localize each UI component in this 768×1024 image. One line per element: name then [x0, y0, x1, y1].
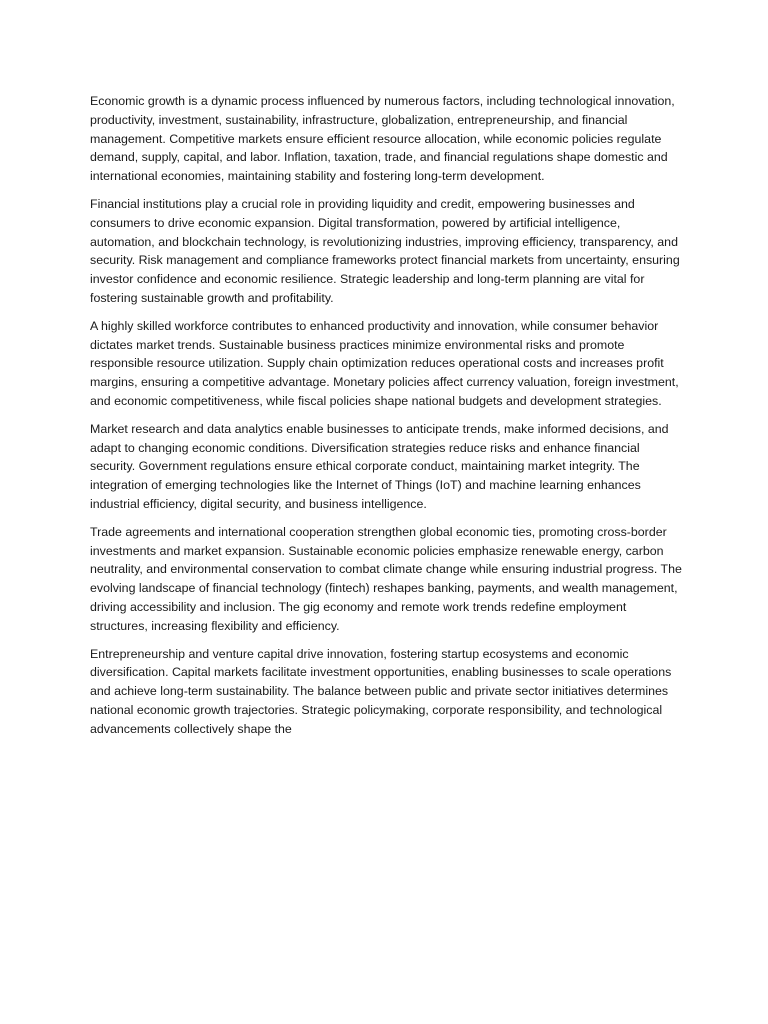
- paragraph-4: Market research and data analytics enable businesses to anticipate trends, make informed decisions, and adapt to changing economic conditions. Diversification strategies reduce risks and enhance financial security. Government regulations ensure ethical corporate conduct, maintaining market integrity. The integration of emerging technologies like the Internet of Things (IoT) and machine learning enhances industrial efficiency, digital security, and business intelligence.: [90, 421, 669, 511]
- paragraph-5: Trade agreements and international cooperation strengthen global economic ties, promoting cross-border investments and market expansion. Sustainable economic policies emphasize renewable energy, carbon neutrality, and environmental conservation to combat climate change while ensuring industrial progress. The evolving landscape of financial technology (fintech) reshapes banking, payments, and wealth management, driving accessibility and inclusion. The gig economy and remote work trends redefine employment structures, increasing flexibility and efficiency.: [90, 524, 682, 633]
- paragraph-6: Entrepreneurship and venture capital drive innovation, fostering startup ecosystems and economic diversification. Capital markets facilitate investment opportunities, enabling businesses to scale operations and achieve long-term sustainability. The balance between public and private sector initiatives determines national economic growth trajectories. Strategic policymaking, corporate responsibility, and technological advancements collectively shape the: [90, 646, 672, 736]
- paragraph-3: A highly skilled workforce contributes to enhanced productivity and innovation, while consumer behavior dictates market trends. Sustainable business practices minimize environmental risks and promote responsible resource utilization. Supply chain optimization reduces operational costs and increases profit margins, ensuring a competitive advantage. Monetary policies affect currency valuation, foreign investment, and economic competitiveness, while fiscal policies shape national budgets and development strategies.: [90, 318, 679, 408]
- paragraph-1: Economic growth is a dynamic process influenced by numerous factors, including technological innovation, productivity, investment, sustainability, infrastructure, globalization, entrepreneurship, and financial management. Competitive markets ensure efficient resource allocation, while economic policies regulate demand, supply, capital, and labor. Inflation, taxation, trade, and financial regulations shape domestic and international economies, maintaining stability and fostering long-term development.: [90, 94, 675, 184]
- document-page: [90, 92, 682, 748]
- paragraph-2: Financial institutions play a crucial role in providing liquidity and credit, empowering businesses and consumers to drive economic expansion. Digital transformation, powered by artificial intelligence, automation, and blockchain technology, is revolutionizing industries, improving efficiency, transparency, and security. Risk management and compliance frameworks protect financial markets from uncertainty, ensuring investor confidence and economic resilience. Strategic leadership and long-term planning are vital for fostering sustainable growth and profitability.: [90, 196, 680, 305]
